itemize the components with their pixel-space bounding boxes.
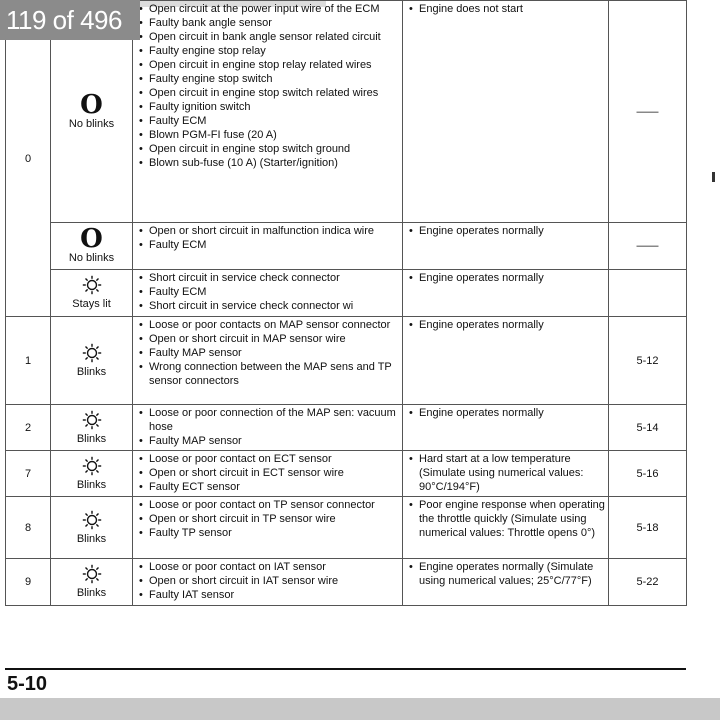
cause-item: • Open circuit at the power input wire of the ECM bbox=[137, 2, 402, 16]
cause-item: • Open circuit in bank angle sensor related circuit bbox=[137, 30, 402, 44]
cause-item: • Wrong connection between the MAP sens and TP sensor connectors bbox=[137, 360, 402, 388]
cause-cell bbox=[133, 223, 403, 270]
symptom-item: • Engine operates normally (Simulate using numerical values; 25°C/77°F) bbox=[407, 560, 608, 588]
indicator-lamp-icon bbox=[82, 410, 102, 430]
indicator-lamp-cell bbox=[51, 317, 133, 405]
footer-rule bbox=[5, 668, 686, 670]
symptom-item: • Hard start at a low temperature (Simulate using numerical values: 90°C/194°F) bbox=[407, 452, 608, 494]
lamp-state-label: Blinks bbox=[76, 365, 107, 378]
cause-item: • Open circuit in engine stop relay related wires bbox=[137, 58, 402, 72]
symptom-cell bbox=[403, 451, 609, 497]
lamp-state-label: Blinks bbox=[76, 478, 107, 491]
cause-item: • Open or short circuit in TP sensor wire bbox=[137, 512, 402, 526]
symptom-cell bbox=[403, 270, 609, 317]
cause-cell bbox=[133, 497, 403, 559]
cause-item: • Faulty TP sensor bbox=[137, 526, 402, 540]
indicator-lamp-cell bbox=[51, 451, 133, 497]
cause-item: • Open or short circuit in ECT sensor wire bbox=[137, 466, 402, 480]
cause-item: • Faulty IAT sensor bbox=[137, 588, 402, 602]
viewer-bottom-bar bbox=[0, 698, 720, 720]
symptom-cell bbox=[403, 497, 609, 559]
reference-page: 5-16 bbox=[609, 451, 687, 497]
lamp-state-label: Blinks bbox=[76, 532, 107, 545]
dtc-code: 8 bbox=[6, 497, 51, 559]
symptom-item: • Engine does not start bbox=[407, 2, 608, 16]
reference-page: 5-22 bbox=[609, 559, 687, 606]
dtc-row bbox=[6, 405, 687, 451]
cause-item: • Faulty bank angle sensor bbox=[137, 16, 402, 30]
edge-mark bbox=[712, 172, 715, 182]
symptom-cell bbox=[403, 559, 609, 606]
symptom-item: • Engine operates normally bbox=[407, 318, 608, 332]
dtc-row bbox=[6, 317, 687, 405]
cause-item: • Open circuit in engine stop switch ground bbox=[137, 142, 402, 156]
cause-cell bbox=[133, 1, 403, 223]
lamp-state-label: Blinks bbox=[76, 432, 107, 445]
lamp-state-label: No blinks bbox=[68, 117, 115, 130]
cause-item: • Loose or poor contact on IAT sensor bbox=[137, 560, 402, 574]
cause-item: • Blown sub-fuse (10 A) (Starter/ignition) bbox=[137, 156, 402, 170]
dtc-table bbox=[5, 0, 687, 606]
indicator-lamp-off-icon: O bbox=[80, 224, 103, 254]
lamp-state-label: No blinks bbox=[68, 252, 115, 264]
cause-cell bbox=[133, 451, 403, 497]
reference-page: 5-18 bbox=[609, 497, 687, 559]
cause-item: • Faulty ECT sensor bbox=[137, 480, 402, 494]
indicator-lamp-cell bbox=[51, 497, 133, 559]
cause-item: • Loose or poor contacts on MAP sensor connector bbox=[137, 318, 402, 332]
symptom-item: • Engine operates normally bbox=[407, 406, 608, 420]
page-indicator: 119 of 496 bbox=[0, 0, 140, 40]
cause-cell bbox=[133, 270, 403, 317]
indicator-lamp-icon bbox=[82, 456, 102, 476]
lamp-state-label: Blinks bbox=[76, 587, 107, 599]
dtc-row bbox=[6, 451, 687, 497]
cause-item: • Open or short circuit in MAP sensor wire bbox=[137, 332, 402, 346]
dtc-row bbox=[6, 270, 687, 317]
cause-item: • Loose or poor contact on ECT sensor bbox=[137, 452, 402, 466]
symptom-item: • Engine operates normally bbox=[407, 271, 608, 285]
reference-page: —— bbox=[609, 223, 687, 270]
indicator-lamp-cell bbox=[51, 559, 133, 606]
reference-page: —— bbox=[609, 1, 687, 223]
cause-cell bbox=[133, 405, 403, 451]
indicator-lamp-off-icon: O bbox=[80, 89, 103, 120]
indicator-lamp-icon bbox=[82, 343, 102, 363]
cause-item: • Faulty ignition switch bbox=[137, 100, 402, 114]
dtc-code: 0 bbox=[6, 1, 51, 317]
indicator-lamp-cell bbox=[51, 270, 133, 317]
cause-item: • Blown PGM-FI fuse (20 A) bbox=[137, 128, 402, 142]
dtc-row bbox=[6, 223, 687, 270]
symptom-item: • Poor engine response when operating the throttle quickly (Simulate using numerical values: Throttle opens 0°) bbox=[407, 498, 608, 540]
cause-item: • Short circuit in service check connector wi bbox=[137, 299, 402, 313]
dtc-row bbox=[6, 559, 687, 606]
symptom-cell bbox=[403, 1, 609, 223]
indicator-lamp-icon bbox=[82, 564, 102, 584]
dtc-code: 1 bbox=[6, 317, 51, 405]
symptom-cell bbox=[403, 405, 609, 451]
cause-item: • Faulty ECM bbox=[137, 285, 402, 299]
dtc-code: 7 bbox=[6, 451, 51, 497]
dtc-code: 9 bbox=[6, 559, 51, 606]
reference-page: 5-12 bbox=[609, 317, 687, 405]
cause-cell bbox=[133, 317, 403, 405]
page-number: 5-10 bbox=[7, 673, 48, 695]
cause-item: • Short circuit in service check connector bbox=[137, 271, 402, 285]
cause-item: • Faulty MAP sensor bbox=[137, 346, 402, 360]
symptom-item: • Engine operates normally bbox=[407, 224, 608, 238]
cause-item: • Open circuit in engine stop switch related wires bbox=[137, 86, 402, 100]
cause-item: • Faulty ECM bbox=[137, 114, 402, 128]
cause-item: • Open or short circuit in malfunction indica wire bbox=[137, 224, 402, 238]
cause-item: • Open or short circuit in IAT sensor wire bbox=[137, 574, 402, 588]
cause-item: • Loose or poor contact on TP sensor connector bbox=[137, 498, 402, 512]
cause-item: • Faulty engine stop relay bbox=[137, 44, 402, 58]
dtc-code: 2 bbox=[6, 405, 51, 451]
indicator-lamp-cell bbox=[51, 405, 133, 451]
cause-item: • Faulty ECM bbox=[137, 238, 402, 252]
cause-item: • Faulty MAP sensor bbox=[137, 434, 402, 448]
symptom-cell bbox=[403, 317, 609, 405]
reference-page bbox=[609, 270, 687, 317]
symptom-cell bbox=[403, 223, 609, 270]
cause-item: • Loose or poor connection of the MAP sen: vacuum hose bbox=[137, 406, 402, 434]
cause-cell bbox=[133, 559, 403, 606]
dtc-row bbox=[6, 497, 687, 559]
lamp-state-label: Stays lit bbox=[72, 298, 111, 310]
indicator-lamp-icon bbox=[82, 510, 102, 530]
cause-item: • Faulty engine stop switch bbox=[137, 72, 402, 86]
reference-page: 5-14 bbox=[609, 405, 687, 451]
indicator-lamp-icon bbox=[82, 275, 102, 295]
indicator-lamp-cell bbox=[51, 223, 133, 270]
